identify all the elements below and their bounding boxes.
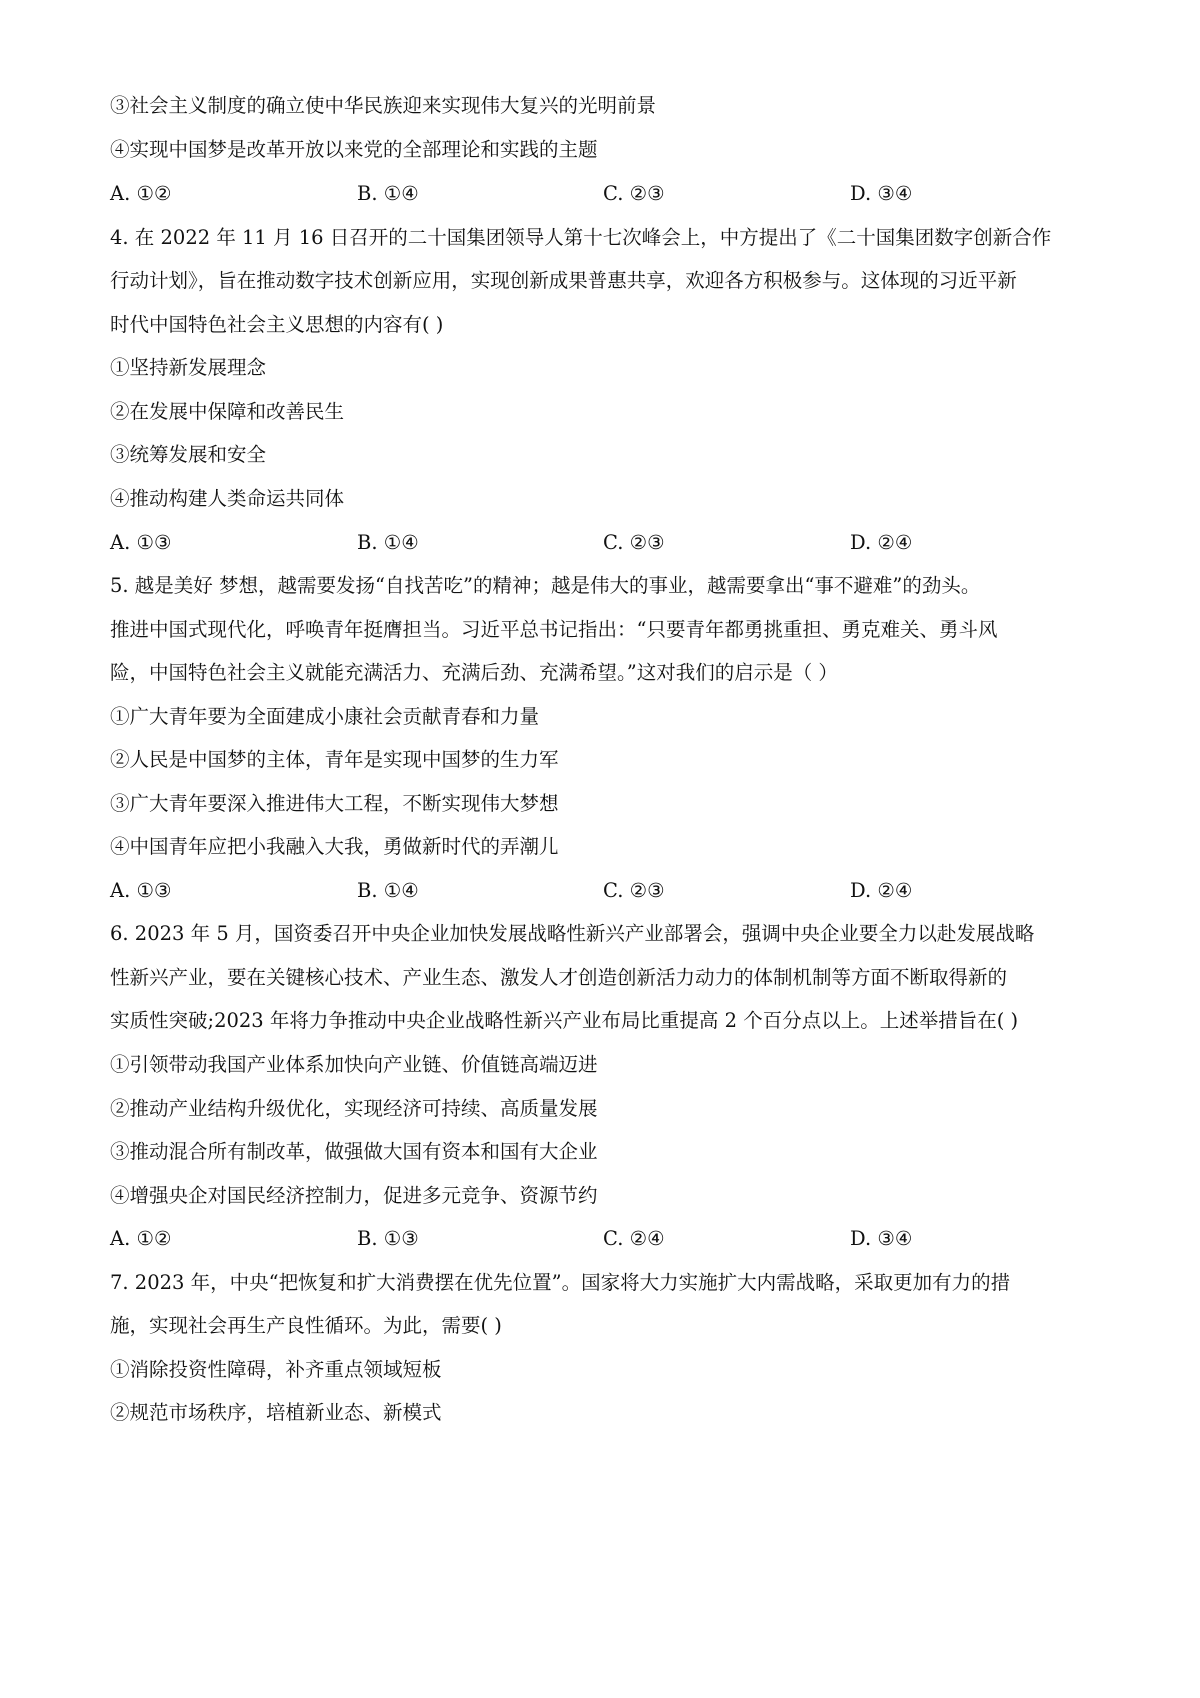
q3-option-a: A. ①②: [110, 182, 172, 205]
q5-stem-line-3: 险，中国特色社会主义就能充满活力、充满后劲、充满希望。”这对我们的启示是（ ）: [110, 661, 838, 684]
q4-stem-line-2: 行动计划》，旨在推动数字技术创新应用，实现创新成果普惠共享，欢迎各方积极参与。这体现的习近平新: [110, 269, 1017, 292]
q6-stem-line-2: 性新兴产业，要在关键核心技术、产业生态、激发人才创造创新活力动力的体制机制等方面不断取得新的: [110, 966, 1008, 989]
q4-options: [110, 531, 1100, 555]
q3-options: [110, 182, 1100, 206]
q6-option-c: C. ②④: [603, 1227, 665, 1250]
q4-statement-1: ①坚持新发展理念: [110, 356, 267, 379]
q5-stem-line-2: 推进中国式现代化，呼唤青年挺膺担当。习近平总书记指出：“只要青年都勇挑重担、勇克难关、勇斗风: [110, 618, 998, 641]
q6-option-a: A. ①②: [110, 1227, 172, 1250]
q5-statement-3: ③广大青年要深入推进伟大工程，不断实现伟大梦想: [110, 792, 559, 815]
q6-statement-1: ①引领带动我国产业体系加快向产业链、价值链高端迈进: [110, 1053, 598, 1076]
q6-options: [110, 1227, 1100, 1251]
q5-option-a: A. ①③: [110, 879, 172, 902]
q7-statement-2: ②规范市场秩序，培植新业态、新模式: [110, 1401, 442, 1424]
q6-statement-4: ④增强央企对国民经济控制力，促进多元竞争、资源节约: [110, 1184, 598, 1207]
q6-option-b: B. ①③: [357, 1227, 419, 1250]
q4-stem-line-3: 时代中国特色社会主义思想的内容有( ): [110, 313, 444, 336]
q4-option-d: D. ②④: [850, 531, 913, 554]
q6-statement-2: ②推动产业结构升级优化，实现经济可持续、高质量发展: [110, 1097, 598, 1120]
q6-stem-line-1: 6. 2023 年 5 月，国资委召开中央企业加快发展战略性新兴产业部署会，强调中央企业要全力以赴发展战略: [110, 922, 1035, 945]
q4-statement-2: ②在发展中保障和改善民生: [110, 400, 345, 423]
q7-stem-line-1: 7. 2023 年，中央“把恢复和扩大消费摆在优先位置”。国家将大力实施扩大内需战略，采取更加有力的措: [110, 1271, 1011, 1294]
q6-statement-3: ③推动混合所有制改革，做强做大国有资本和国有大企业: [110, 1140, 598, 1163]
q3-statement-4: ④实现中国梦是改革开放以来党的全部理论和实践的主题: [110, 138, 598, 161]
q5-stem-line-1: 5. 越是美好 梦想，越需要发扬“自找苦吃”的精神；越是伟大的事业，越需要拿出“事不避难”的劲头。: [110, 574, 981, 597]
q3-statement-3: ③社会主义制度的确立使中华民族迎来实现伟大复兴的光明前景: [110, 94, 657, 117]
q5-option-d: D. ②④: [850, 879, 913, 902]
q7-stem-line-2: 施，实现社会再生产良性循环。为此，需要( ): [110, 1314, 502, 1337]
q4-option-b: B. ①④: [357, 531, 419, 554]
q5-statement-1: ①广大青年要为全面建成小康社会贡献青春和力量: [110, 705, 540, 728]
q5-option-c: C. ②③: [603, 879, 665, 902]
q3-option-b: B. ①④: [357, 182, 419, 205]
q3-option-c: C. ②③: [603, 182, 665, 205]
q4-option-a: A. ①③: [110, 531, 172, 554]
q4-statement-4: ④推动构建人类命运共同体: [110, 487, 345, 510]
q7-statement-1: ①消除投资性障碍，补齐重点领域短板: [110, 1358, 442, 1381]
q6-option-d: D. ③④: [850, 1227, 913, 1250]
q5-statement-4: ④中国青年应把小我融入大我，勇做新时代的弄潮儿: [110, 835, 559, 858]
q6-stem-line-3: 实质性突破;2023 年将力争推动中央企业战略性新兴产业布局比重提高 2 个百分点以上。上述举措旨在( ): [110, 1009, 1019, 1032]
q5-option-b: B. ①④: [357, 879, 419, 902]
q5-options: [110, 879, 1100, 903]
q3-option-d: D. ③④: [850, 182, 913, 205]
q4-stem-line-1: 4. 在 2022 年 11 月 16 日召开的二十国集团领导人第十七次峰会上，中方提出了《二十国集团数字创新合作: [110, 226, 1052, 249]
q4-statement-3: ③统筹发展和安全: [110, 443, 267, 466]
q4-option-c: C. ②③: [603, 531, 665, 554]
q5-statement-2: ②人民是中国梦的主体，青年是实现中国梦的生力军: [110, 748, 559, 771]
